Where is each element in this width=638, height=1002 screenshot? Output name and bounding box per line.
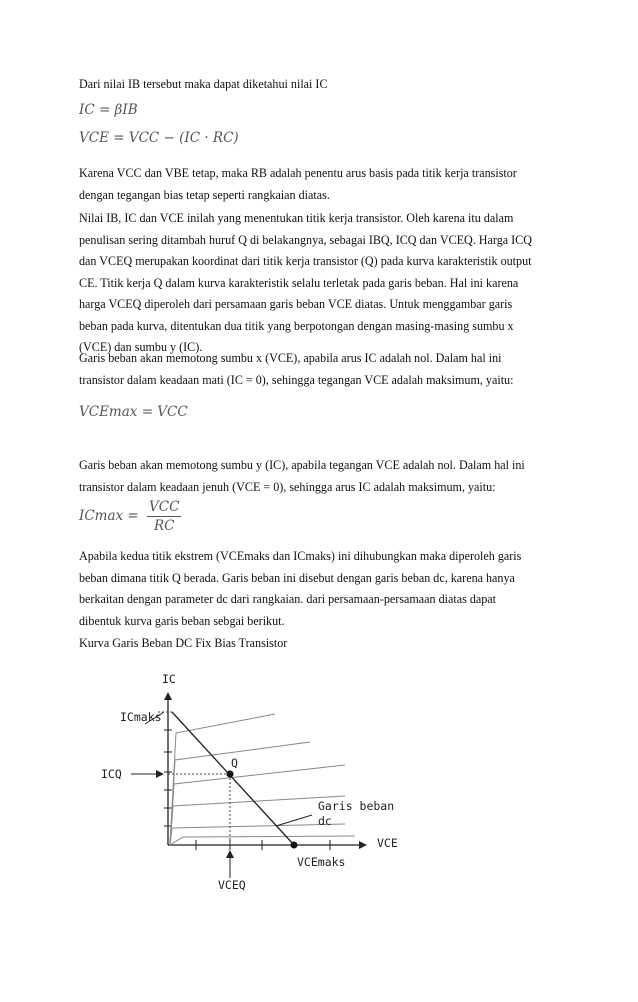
q-point-label: Q <box>231 756 238 770</box>
fraction-numerator: VCC <box>149 499 180 515</box>
fraction-denominator: RC <box>153 518 175 534</box>
paragraph-1: Karena VCC dan VBE tetap, maka RB adalah penentu arus basis pada titik kerja transistor dengan tegangan bias tetap seperti rangkaian diatas. <box>79 166 517 202</box>
q-point-marker <box>227 771 234 778</box>
vcemaks-point-marker <box>291 842 298 849</box>
equation-vcemax: VCEmax = VCC <box>79 404 188 420</box>
dc-load-line <box>172 712 294 845</box>
load-line-label-2: dc <box>318 814 332 828</box>
paragraph-4: Garis beban akan memotong sumbu y (IC), apabila tegangan VCE adalah nol. Dalam hal ini transistor dalam keadaan jenuh (VCE = 0), sehingga arus IC adalah maksimum, yaitu: <box>79 458 525 494</box>
x-axis-label: VCE <box>377 836 398 850</box>
vceq-label: VCEQ <box>218 878 246 892</box>
load-line-label-1: Garis beban <box>318 799 395 813</box>
figure-caption: Kurva Garis Beban DC Fix Bias Transistor <box>79 636 288 650</box>
icmaks-label: ICmaks <box>120 710 162 724</box>
load-line-pointer <box>276 815 312 826</box>
vcemaks-label: VCEmaks <box>297 855 346 869</box>
icq-label: ICQ <box>101 767 122 781</box>
intro-text: Dari nilai IB tersebut maka dapat diketahui nilai IC <box>79 77 328 91</box>
equation-icmax-lhs: ICmax = <box>79 508 139 524</box>
paragraph-5: Apabila kedua titik ekstrem (VCEmaks dan ICmaks) ini dihubungkan maka diperoleh garis beban dimana titik Q berada. Garis beban ini disebut dengan garis beban dc, karena hanya berkaitan dengan parameter dc dari rangkaian. dari persamaan-persamaan diatas dapat dibentuk kurva garis beban sebgai berikut. <box>79 549 522 628</box>
paragraph-3: Garis beban akan memotong sumbu x (VCE), apabila arus IC adalah nol. Dalam hal ini transistor dalam keadaan mati (IC = 0), sehingga tegangan VCE adalah maksimum, yaitu: <box>79 351 514 387</box>
paragraph-2: Nilai IB, IC dan VCE inilah yang menentukan titik kerja transistor. Oleh karena itu dalam penulisan sering ditambah huruf Q di belakangnya, sebagai IBQ, ICQ dan VCEQ. Harga ICQ dan VCEQ merupakan koordinat dari titik kerja transistor (Q) pada kurva karakteristik output CE. Titik kerja Q dalam kurva karakteristik selalu terletak pada garis beban. Hal ini karena harga VCEQ diperoleh dari persamaan garis beban VCE diatas. Untuk menggambar garis beban pada kurva, ditentukan dua titik yang berpotongan dengan masing-masing sumbu x (VCE) dan sumbu y (IC). <box>79 211 532 354</box>
equation-vce: VCE = VCC − (IC · RC) <box>79 130 239 146</box>
y-axis-label: IC <box>162 672 176 686</box>
equation-ic: IC = βIB <box>79 102 138 118</box>
